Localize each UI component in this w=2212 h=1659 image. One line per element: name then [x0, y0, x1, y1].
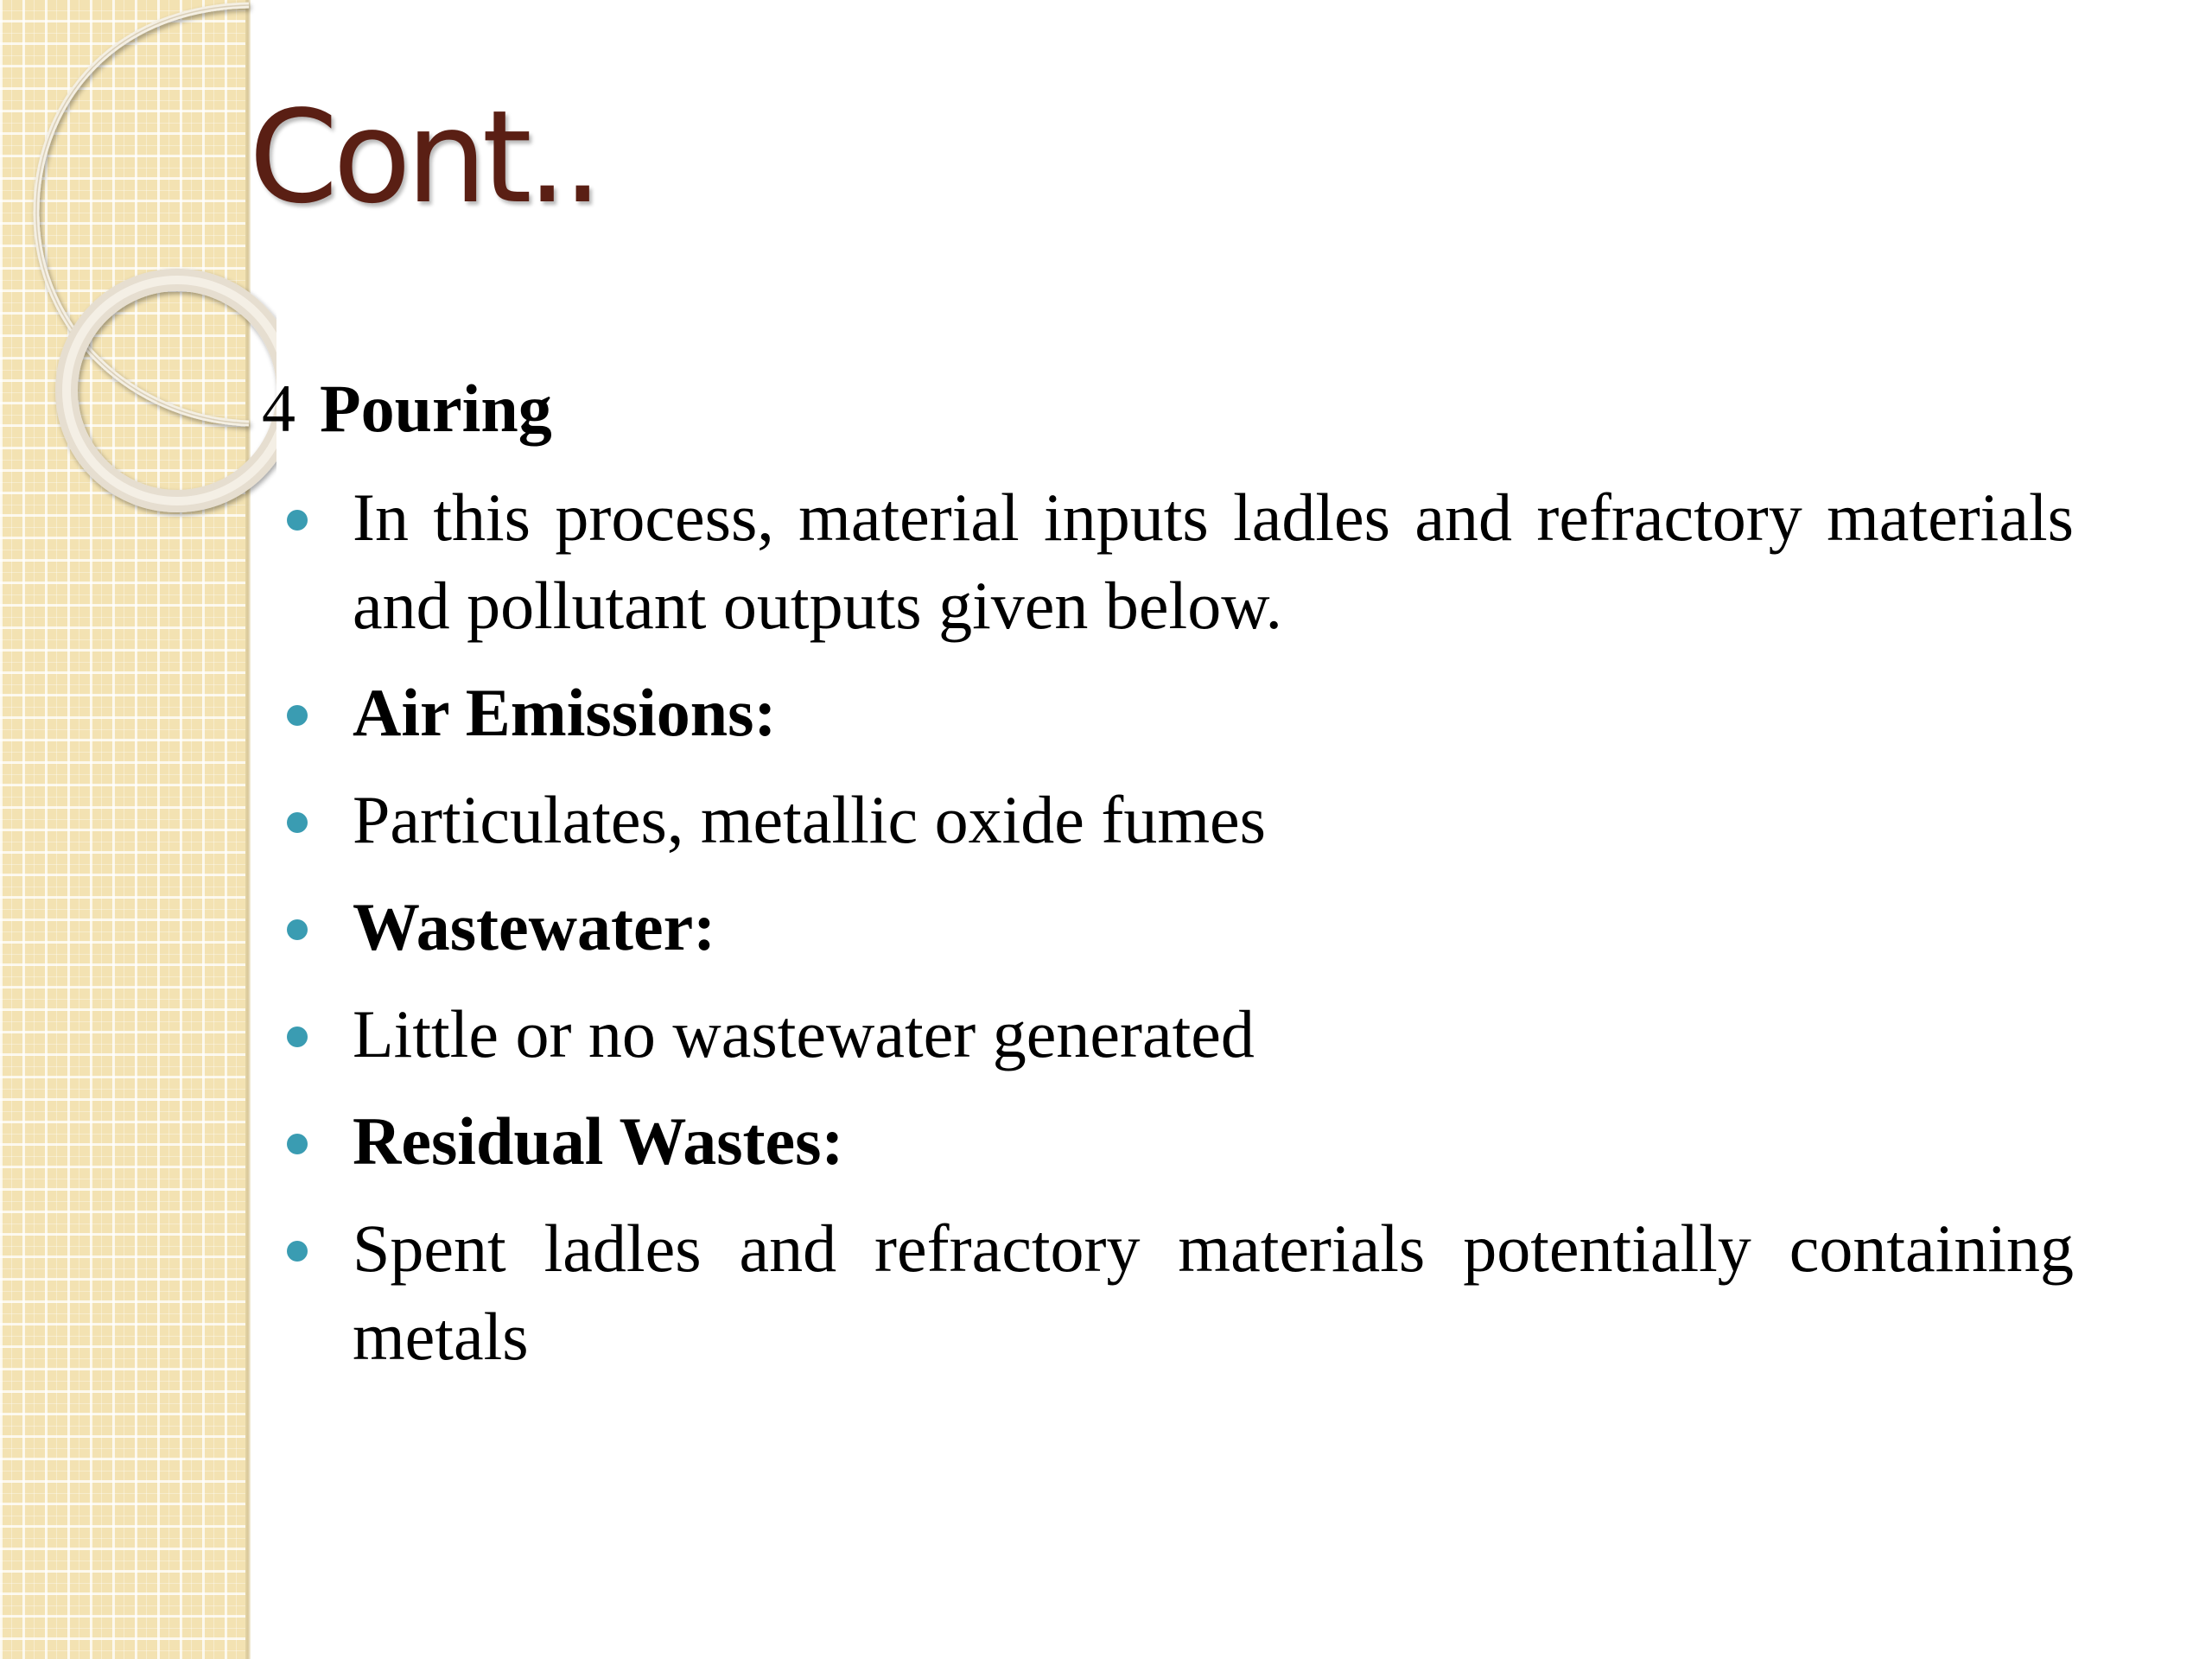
- bullet-text: In this process, material inputs ladles and refractory materials and pollutant outputs given below.: [353, 480, 2074, 643]
- bullet-text: Spent ladles and refractory materials potentially containing metals: [353, 1211, 2074, 1374]
- list-item: [285, 883, 2074, 971]
- decorative-side-strip: [0, 0, 249, 1659]
- bullet-dot-icon: [287, 1134, 308, 1154]
- bullet-dot-icon: [287, 705, 308, 726]
- bullet-text: Wastewater:: [353, 889, 716, 964]
- bullet-text: Residual Wastes:: [353, 1103, 844, 1179]
- list-item: [285, 669, 2074, 757]
- section-heading: [262, 370, 552, 448]
- bullet-list: [285, 474, 2074, 1400]
- list-item: [285, 1205, 2074, 1381]
- section-label: Pouring: [320, 371, 552, 446]
- list-item: [285, 776, 2074, 864]
- bullet-dot-icon: [287, 1027, 308, 1047]
- side-strip-edge: [245, 0, 251, 1659]
- bullet-dot-icon: [287, 812, 308, 833]
- slide-title: Cont..: [249, 83, 598, 232]
- bullet-text: Air Emissions:: [353, 675, 777, 750]
- bullet-dot-icon: [287, 510, 308, 531]
- bullet-text: Particulates, metallic oxide fumes: [353, 782, 1266, 857]
- list-item: [285, 1097, 2074, 1185]
- section-number: 4: [262, 371, 296, 446]
- bullet-dot-icon: [287, 919, 308, 940]
- bullet-text: Little or no wastewater generated: [353, 996, 1255, 1071]
- bullet-dot-icon: [287, 1241, 308, 1262]
- list-item: [285, 990, 2074, 1078]
- list-item: [285, 474, 2074, 650]
